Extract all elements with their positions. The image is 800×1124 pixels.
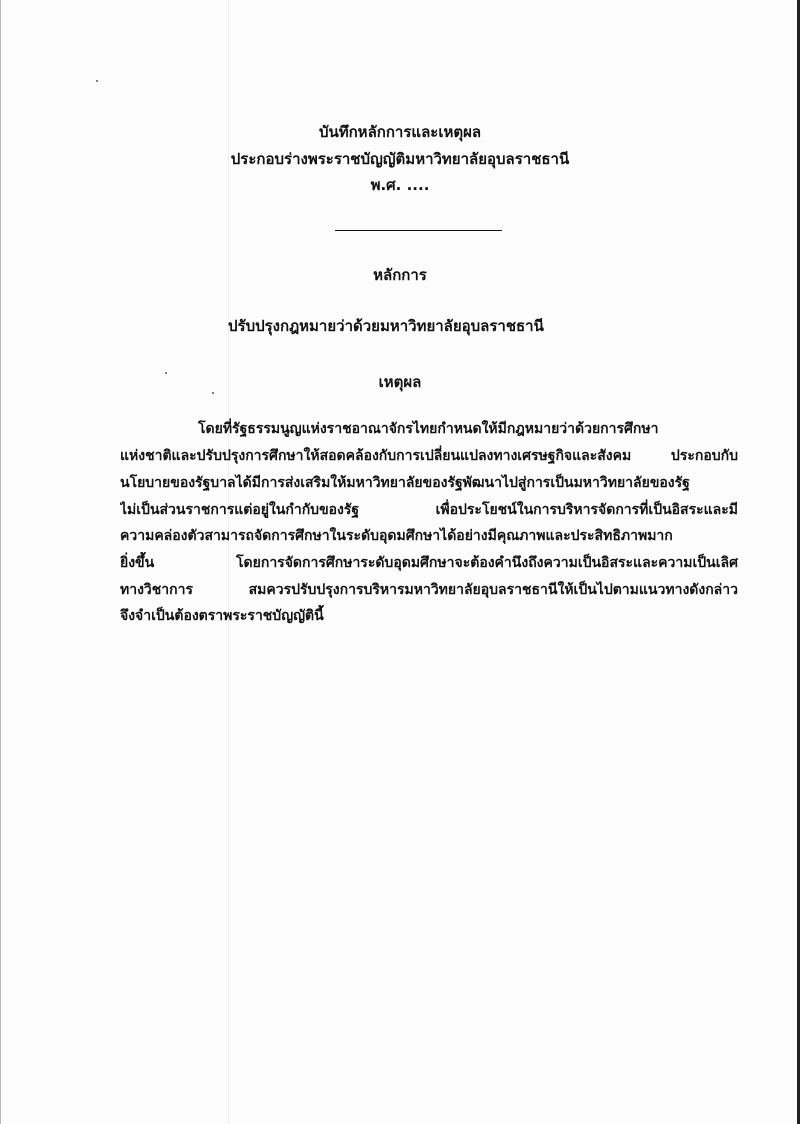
scan-speck (96, 80, 98, 82)
reason-paragraph-line: แห่งชาติและปรับปรุงการศึกษาให้สอดคล้องกับการเปลี่ยนแปลงทางเศรษฐกิจและสังคม ประกอบกับ (120, 448, 738, 464)
reason-paragraph-line: ไม่เป็นส่วนราชการแต่อยู่ในกำกับของรัฐ เพื่อประโยชน์ในการบริหารจัดการที่เป็นอิสระและมี (120, 502, 738, 518)
principle-text: ปรับปรุงกฎหมายว่าด้วยมหาวิทยาลัยอุบลราชธานี (228, 317, 544, 335)
reason-paragraph-line: นโยบายของรัฐบาลได้มีการส่งเสริมให้มหาวิทยาลัยของรัฐพัฒนาไปสู่การเป็นมหาวิทยาลัยของรัฐ (120, 475, 690, 491)
principle-heading: หลักการ (373, 266, 427, 284)
reason-paragraph-line: ยิ่งขึ้น โดยการจัดการศึกษาระดับอุดมศึกษาจะต้องคำนึงถึงความเป็นอิสระและความเป็นเลิศ (120, 555, 738, 571)
document-subtitle: ประกอบร่างพระราชบัญญัติมหาวิทยาลัยอุบลราชธานี (230, 150, 570, 168)
document-year: พ.ศ. .... (370, 176, 430, 194)
reason-heading: เหตุผล (378, 373, 422, 391)
reason-paragraph-line: ทางวิชาการ สมควรปรับปรุงการบริหารมหาวิทยาลัยอุบลราชธานีให้เป็นไปตามแนวทางดังกล่าว (120, 582, 738, 598)
title-divider (335, 230, 502, 231)
reason-paragraph-line: โดยที่รัฐธรรมนูญแห่งราชอาณาจักรไทยกำหนดให้มีกฎหมายว่าด้วยการศึกษา (198, 421, 659, 437)
reason-paragraph-line: ความคล่องตัวสามารถจัดการศึกษาในระดับอุดมศึกษาได้อย่างมีคุณภาพและประสิทธิภาพมาก (120, 528, 673, 544)
reason-paragraph-line: จึงจำเป็นต้องตราพระราชบัญญัตินี้ (120, 608, 324, 624)
document-title: บันทึกหลักการและเหตุผล (318, 123, 482, 141)
